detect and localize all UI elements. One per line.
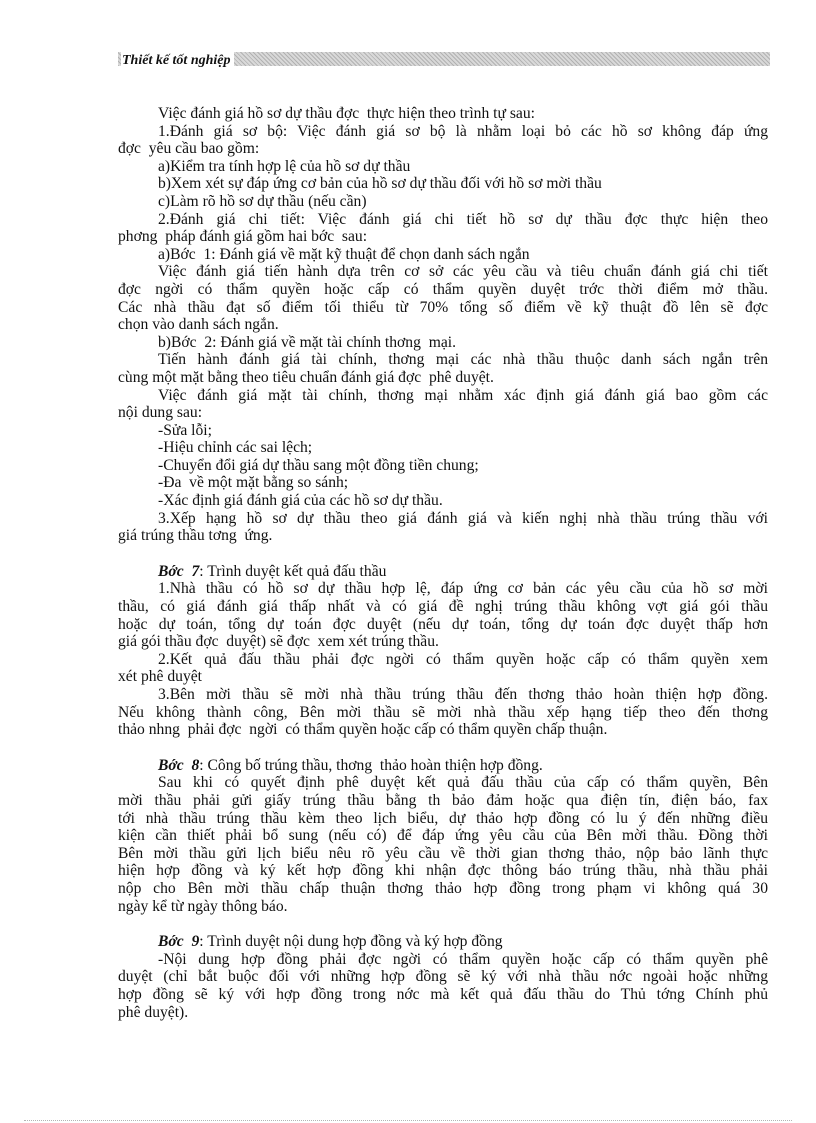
paragraph-line: 3.Xếp hạng hồ sơ dự thầu theo giá đánh giá và kiến nghị nhà thầu trúng thầu với <box>158 509 768 527</box>
paragraph-line: hợp đồng sẽ ký với hợp đồng trong nớc mà kết quả đấu thầu do Thủ tớng Chính phủ <box>118 985 768 1003</box>
paragraph-line: tới nhà thầu trúng thầu kèm theo lịch biểu, dự thảo hợp đồng có lu ý đến những điều <box>118 809 768 827</box>
list-item: -Sửa lỗi; <box>158 421 212 439</box>
header-title: Thiết kế tốt nghiệp <box>121 52 234 70</box>
step-9-heading <box>118 933 768 951</box>
paragraph-line: Nếu không thành công, Bên mời thầu sẽ mời nhà thầu xếp hạng tiếp theo đến thơng <box>118 703 768 721</box>
list-item: -Hiệu chỉnh các sai lệch; <box>158 439 313 457</box>
paragraph-line: a)Kiểm tra tính hợp lệ của hồ sơ dự thầu <box>158 157 411 175</box>
step-9-title: : Trình duyệt nội dung hợp đồng và ký hợp đồng <box>199 933 503 951</box>
paragraph-line: thảo nhng phải đợc ngời có thẩm quyền hoặc cấp có thẩm quyền chấp thuận. <box>118 721 608 739</box>
paragraph-line: hiện hợp đồng và ký kết hợp đồng khi nhận đợc thông báo trúng thầu, nhà thầu phải <box>118 862 768 880</box>
paragraph-line: 1.Nhà thầu có hồ sơ dự thầu hợp lệ, đáp ứng cơ bản các yêu cầu của hồ sơ mời <box>158 580 768 598</box>
paragraph-line: 3.Bên mời thầu sẽ mời nhà thầu trúng thầu đến thơng thảo hoàn thiện hợp đồng. <box>158 686 768 703</box>
list-item: -Đa về một mặt bằng so sánh; <box>158 474 349 492</box>
paragraph-line: 1.Đánh giá sơ bộ: Việc đánh giá sơ bộ là nhằm loại bỏ các hồ sơ không đáp ứng <box>158 122 768 140</box>
paragraph-line: cùng một mặt bằng theo tiêu chuẩn đánh giá đợc phê duyệt. <box>118 368 494 386</box>
step-7-heading <box>118 563 768 581</box>
paragraph-line: Tiến hành đánh giá tài chính, thơng mại các nhà thầu thuộc danh sách ngắn trên <box>158 351 768 369</box>
paragraph-line: phơng pháp đánh giá gồm hai bớc sau: <box>118 228 368 246</box>
paragraph-line: c)Làm rõ hồ sơ dự thầu (nếu cần) <box>158 192 367 210</box>
paragraph-line: hoặc dự toán, tổng dự toán đợc duyệt (nếu dự toán, tổng dự toán đợc duyệt thấp hơn <box>118 615 768 633</box>
step-7-label: Bớc 7 <box>158 562 200 580</box>
paragraph-line: 2.Kết quả đấu thầu phải đợc ngời có thẩm quyền hoặc cấp có thẩm quyền xem <box>158 650 768 668</box>
paragraph-line: 2.Đánh giá chi tiết: Việc đánh giá chi tiết hồ sơ dự thầu đợc thực hiện theo <box>158 210 768 228</box>
paragraph-line: Việc đánh giá tiến hành dựa trên cơ sở các yêu cầu và tiêu chuẩn đánh giá chi tiết <box>158 263 768 281</box>
list-item: -Xác định giá đánh giá của các hồ sơ dự thầu. <box>158 492 443 510</box>
paragraph-line: giá gói thầu đợc duyệt) sẽ đợc xem xét trúng thầu. <box>118 633 439 651</box>
step-8-title: : Công bố trúng thầu, thơng thảo hoàn thiện hợp đồng. <box>199 756 543 774</box>
paragraph-line: mời thầu phải gửi giấy trúng thầu bằng th bảo đảm hoặc qua điện tín, điện báo, fax <box>118 791 768 809</box>
footer-divider <box>24 1120 792 1121</box>
paragraph-line: Việc đánh giá mặt tài chính, thơng mại nhằm xác định giá đánh giá bao gồm các <box>158 386 768 404</box>
paragraph-line: xét phê duyệt <box>118 668 203 686</box>
paragraph-line: đợc yêu cầu bao gồm: <box>118 140 260 158</box>
step-8-label: Bớc 8 <box>158 756 200 774</box>
paragraph-line: nộp cho Bên mời thầu chấp thuận thơng thảo hợp đồng trong phạm vi không quá 30 <box>118 879 768 897</box>
paragraph-line: Bên mời thầu gửi lịch biểu nêu rõ yêu cầu về thời gian thơng thảo, nộp bảo lãnh thực <box>118 844 768 862</box>
step-9-label: Bớc 9 <box>158 933 200 951</box>
step-7-title: : Trình duyệt kết quả đấu thầu <box>199 562 387 580</box>
paragraph-line: ngày kể từ ngày thông báo. <box>118 897 288 915</box>
paragraph-line: duyệt (chỉ bắt buộc đối với những hợp đồng sẽ ký với nhà thầu nớc ngoài hoặc những <box>118 968 768 986</box>
paragraph-line: đợc ngời có thẩm quyền hoặc cấp có thẩm quyền duyệt trớc thời điểm mở thầu. <box>118 280 768 298</box>
paragraph-line: Các nhà thầu đạt số điểm tối thiểu từ 70% tổng số điểm về kỹ thuật đồ lên sẽ đợc <box>118 298 768 316</box>
paragraph-line: a)Bớc 1: Đánh giá về mặt kỹ thuật để chọn danh sách ngắn <box>158 245 530 263</box>
paragraph-line: thầu, có giá đánh giá thấp nhất và có giá đề nghị trúng thầu không vợt giá gói thầu <box>118 598 768 616</box>
paragraph-line: b)Xem xét sự đáp ứng cơ bản của hồ sơ dự thầu đối với hồ sơ mời thầu <box>158 175 602 193</box>
document-body <box>118 105 768 1021</box>
list-item: -Chuyển đổi giá dự thầu sang một đồng tiền chung; <box>158 456 479 474</box>
step-8-heading <box>118 757 768 775</box>
paragraph-line: Sau khi có quyết định phê duyệt kết quả đấu thầu của cấp có thẩm quyền, Bên <box>158 774 768 792</box>
paragraph-line: nội dung sau: <box>118 404 203 422</box>
paragraph-line: giá trúng thầu tơng ứng. <box>118 527 273 545</box>
paragraph-line: phê duyệt). <box>118 1003 189 1021</box>
paragraph-line: Việc đánh giá hồ sơ dự thầu đợc thực hiện theo trình tự sau: <box>158 105 535 122</box>
paragraph-line: b)Bớc 2: Đánh giá về mặt tài chính thơng mại. <box>158 333 456 351</box>
paragraph-line: kiện cần thiết phải bổ sung (nếu có) để đáp ứng yêu cầu của Bên mời thầu. Đồng thời <box>118 827 768 845</box>
paragraph-line: chọn vào danh sách ngắn. <box>118 316 279 334</box>
paragraph-line: -Nội dung hợp đồng phải đợc ngời có thẩm quyền hoặc cấp có thẩm quyền phê <box>158 950 768 968</box>
